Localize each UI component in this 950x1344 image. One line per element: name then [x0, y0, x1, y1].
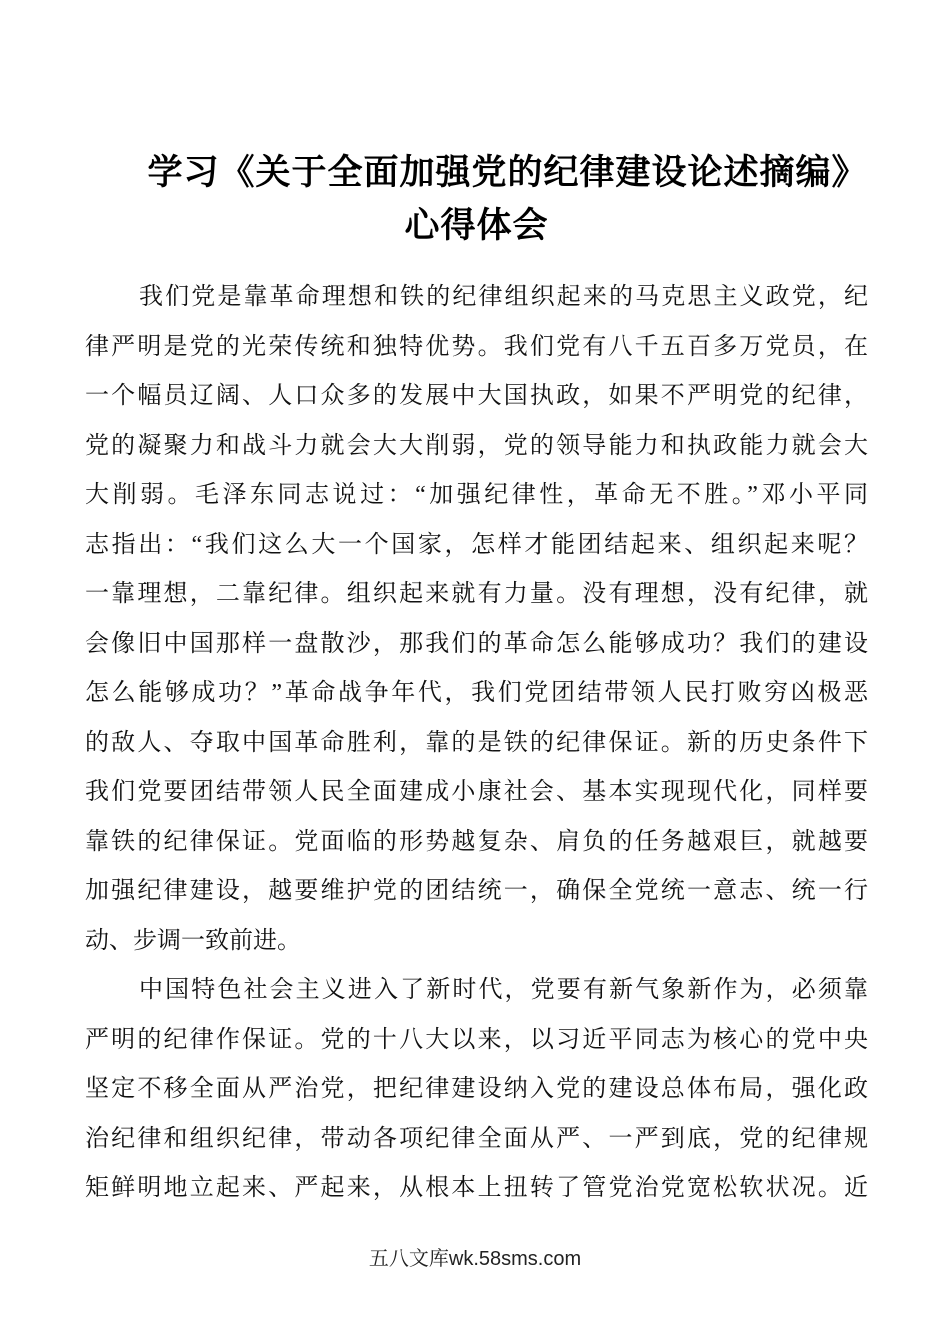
- document-title: [85, 146, 868, 252]
- text-line: 会像旧中国那样一盘散沙，那我们的革命怎么能够成功？我们的建设: [85, 630, 868, 657]
- text-line: 我们党是靠革命理想和铁的纪律组织起来的马克思主义政党，纪: [139, 284, 868, 310]
- document-body: [85, 273, 868, 1214]
- text-line: 动、步调一致前进。: [85, 927, 301, 954]
- text-line: 治纪律和组织纪律，带动各项纪律全面从严、一严到底，党的纪律规: [85, 1125, 868, 1152]
- text-line: 怎么能够成功？”革命战争年代，我们党团结带领人民打败穷凶极恶: [85, 680, 868, 706]
- text-line: 我们党要团结带领人民全面建成小康社会、基本实现现代化，同样要: [85, 779, 868, 805]
- text-line: 靠铁的纪律保证。党面临的形势越复杂、肩负的任务越艰巨，就越要: [85, 828, 868, 855]
- text-line: 的敌人、夺取中国革命胜利，靠的是铁的纪律保证。新的历史条件下: [85, 729, 868, 756]
- text-line: 律严明是党的光荣传统和独特优势。我们党有八千五百多万党员，在: [85, 333, 868, 360]
- text-line: 矩鲜明地立起来、严起来，从根本上扭转了管党治党宽松软状况。近: [85, 1175, 868, 1201]
- watermark-footer: [0, 1242, 950, 1271]
- text-line: 加强纪律建设，越要维护党的团结统一，确保全党统一意志、统一行: [85, 878, 868, 904]
- title-line-1: 学习《关于全面加强党的纪律建设论述摘编》: [147, 153, 868, 192]
- text-line: 一个幅员辽阔、人口众多的发展中大国执政，如果不严明党的纪律，: [85, 383, 868, 409]
- text-line: 坚定不移全面从严治党，把纪律建设纳入党的建设总体布局，强化政: [85, 1076, 868, 1102]
- watermark-text: 五八文库wk.58sms.com: [368, 1248, 582, 1270]
- text-line: 大削弱。毛泽东同志说过：“加强纪律性，革命无不胜。”邓小平同: [85, 482, 868, 508]
- text-line: 党的凝聚力和战斗力就会大大削弱，党的领导能力和执政能力就会大: [85, 432, 868, 459]
- text-line: 一靠理想，二靠纪律。组织起来就有力量。没有理想，没有纪律，就: [85, 581, 868, 607]
- text-line: 严明的纪律作保证。党的十八大以来，以习近平同志为核心的党中央: [85, 1026, 868, 1053]
- text-line: 志指出：“我们这么大一个国家，怎样才能团结起来、组织起来呢？: [85, 531, 868, 558]
- text-line: 中国特色社会主义进入了新时代，党要有新气象新作为，必须靠: [139, 977, 868, 1003]
- title-line-2: 心得体会: [404, 206, 549, 245]
